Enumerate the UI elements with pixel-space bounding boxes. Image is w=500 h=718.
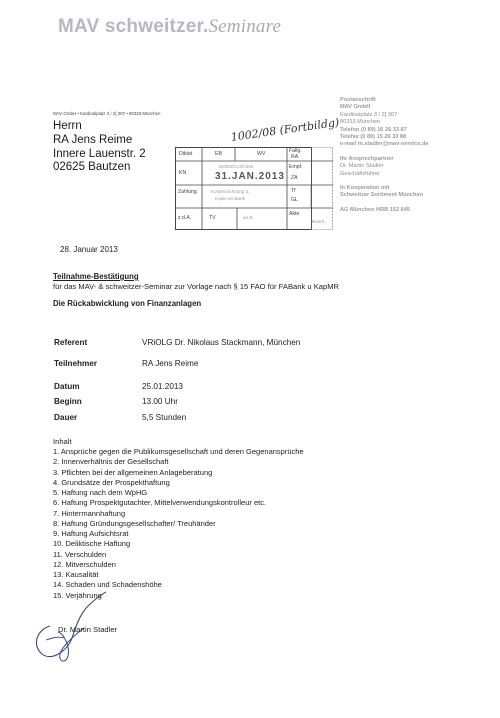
register-number: AG München HRB 152 645 [340,206,410,213]
recipient-name: RA Jens Reime [53,133,133,146]
date-value: 25.01.2013 [142,382,183,391]
contact-role: Geschäftsführer [340,170,380,177]
participant-label: Teilnehmer [54,359,98,368]
company-phone: Telefon (0 89) 16 26 33 87 [340,126,407,133]
list-item: 6. Haftung Prospektgutachter, Mittelverwendungskontrolleur etc. [53,498,267,508]
list-item: 15. Verjährung [53,590,102,600]
signatory-name: Dr. Martin Stadler [58,625,118,634]
duration-label: Dauer [54,413,78,422]
list-item: 8. Haftung Gründungsgesellschafter/ Treuhänder [53,518,216,528]
stamp-gl: GL [291,197,298,203]
company-email: e-mail m.stadler@mav-service.de [340,141,429,148]
stamp-zahlung: Zahlung [178,189,197,195]
list-item: 14. Schaden und Schadenshöhe [53,580,162,590]
list-item: 4. Grundsätze der Prospekthaftung [53,477,170,487]
stamp-wv: WV [257,151,266,157]
stamp-bearb: Bearb. [312,219,326,224]
company-street: Kardinalplatz 3 / 2] 307 [340,111,398,118]
stamp-eb: EB [215,151,222,157]
letter-date: 28. Januar 2013 [60,245,118,254]
list-item: 3. Pflichten bei der allgemeinen Anlageberatung [53,467,213,477]
stamp-zda: z.d.A. [178,215,192,221]
company-name: MAV GmbH [340,104,371,111]
stamp-diktat: Diktat [179,151,193,157]
sender-address-line: MAV GmbH • Kardinalplatz 3 / 2] 307 • 80333 München [53,111,161,116]
stamp-kostenrechnung: Kostenrechnung & [211,189,249,194]
certificate-subtitle: für das MAV- & schweitzer-Seminar zur Vorlage nach § 15 FAO für FABank u KapMR [53,282,340,291]
date-label: Datum [54,382,80,391]
received-stamp [175,147,333,230]
certificate-title: Teilnahme-Bestätigung [53,272,139,281]
company-info-block [340,97,490,214]
company-logo [58,16,281,38]
referent-label: Referent [54,338,88,347]
list-item: 5. Haftung nach dem WpHG [53,488,148,497]
contents-list [53,447,304,601]
list-item: 10. Deliktische Haftung [53,539,131,549]
participant-value: RA Jens Reime [142,359,199,368]
recipient-city: 02625 Bautzen [53,161,131,174]
stamp-ra: RA [291,154,299,160]
list-item: 1. Ansprüche gegen die Publikumsgesellschaft und deren Gegenansprüche [53,447,304,456]
list-item: 13. Kausalität [53,570,99,579]
contact-heading: Ihr Ansprechpartner [340,155,394,162]
recipient-salutation: Herrn [53,120,82,132]
start-label: Beginn [54,397,82,406]
stamp-za: ZA [291,175,298,181]
logo-seminare: Seminare [208,16,282,37]
stamp-akte: Akte [289,211,300,217]
stamp-fallg: Fallg. [289,148,302,154]
duration-value: 5,5 Stunden [142,413,187,422]
company-city: 80333 München [340,119,381,126]
company-fax: Telefax (0 89) 15 26 33 88 [340,134,407,141]
recipient-address [53,120,146,175]
list-item: 7. Hintermannhaftung [53,508,126,518]
list-item: 9. Haftung Aufsichtsrat [53,529,129,538]
seminar-topic: Die Rückabwicklung von Finanzanlagen [53,299,202,308]
list-item: 12. Mitverschulden [53,559,116,569]
logo-schweitzer: schweitzer. [99,16,209,37]
stamp-grid-lines [175,147,333,230]
stamp-tv: TV [209,215,216,221]
cooperation-line-2: Schweitzer Sortiment München [340,192,423,199]
referent-value: VRiOLG Dr. Nikolaus Stackmann, München [142,338,301,347]
cooperation-line-1: In Kooperation mit [340,185,390,192]
stamp-tf: Tf [291,188,296,194]
stamp-date: 31.JAN.2013 [215,171,285,182]
start-value: 13.00 Uhr [142,397,178,406]
stamp-eingegangen: EINGEGANGEN [219,164,254,169]
logo-mav: MAV [58,16,100,37]
list-item: 11. Verschulden [53,549,107,559]
postal-heading: Postanschrift [340,97,376,103]
contact-name: Dr. Martin Stadler [340,163,384,170]
stamp-empf: Empf. [289,164,303,170]
contents-heading: Inhalt [53,437,72,446]
stamp-kopie-bank: Kopie an Bank [215,196,245,201]
list-item: 2. Innenverhältnis der Gesellschaft [53,457,169,467]
stamp-kn: KN [179,170,187,176]
handwritten-note: 1002/08 (Fortbildg) [230,115,341,144]
recipient-street: Innere Lauenstr. 2 [53,147,146,160]
stamp-an-b: an B. [243,215,254,220]
